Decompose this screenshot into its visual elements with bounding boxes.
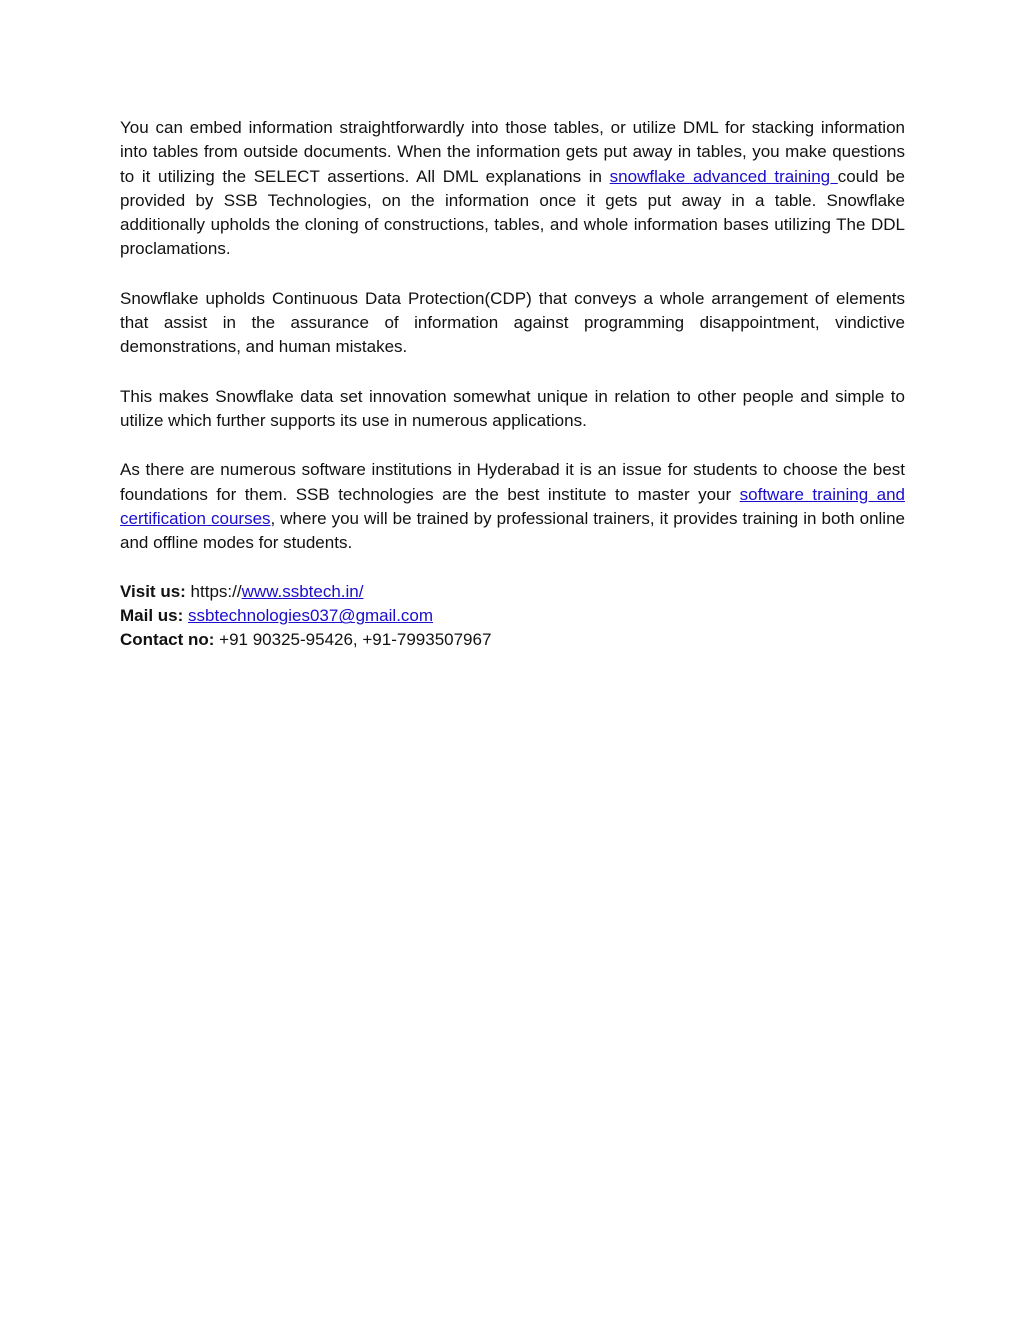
mail-line (120, 604, 905, 628)
paragraph-2: Snowflake upholds Continuous Data Protection(CDP) that conveys a whole arrangement of elements that assist in the assurance of information against programming disappointment, vindictive demonstrations, and human mistakes. (120, 288, 905, 357)
email-link[interactable]: ssbtechnologies037@gmail.com (188, 606, 434, 626)
contact-block (120, 580, 905, 652)
paragraph-1-text-end: could be provided by SSB Technologies, on the information once it gets put away in a table. Snowflake additionally upholds the cloning of constructions, tables, and whole information bases utilizing The DDL proclamations. (120, 166, 906, 259)
website-link[interactable]: www.ssbtech.in/ (241, 582, 364, 602)
snowflake-advanced-training-link[interactable]: snowflake advanced training (609, 166, 838, 186)
visit-line (120, 580, 905, 604)
mail-label: Mail us: (120, 606, 184, 626)
visit-prefix: https:// (185, 582, 242, 602)
paragraph-3: This makes Snowflake data set innovation somewhat unique in relation to other people and simple to utilize which further supports its use in numerous applications. (120, 386, 905, 430)
phone-line (120, 628, 905, 652)
phone-label: Contact no: (120, 630, 215, 650)
paragraph-1 (120, 116, 905, 262)
paragraph-4 (120, 458, 905, 555)
paragraph-1-text-start: You can embed information straightforwardly into those tables, or utilize DML for stacking information into tables from outside documents. When the information gets put away in tables, you make questions to it utilizing the SELECT assertions. All DML explanations in (120, 118, 905, 186)
document-page (120, 116, 905, 652)
software-training-courses-link[interactable]: software training and certification courses (120, 484, 905, 528)
paragraph-4-text-end: , where you will be trained by professional trainers, it provides training in both online and offline modes for students. (120, 508, 905, 553)
visit-label: Visit us: (120, 582, 186, 602)
phone-numbers: +91 90325-95426, +91-7993507967 (214, 630, 492, 650)
paragraph-4-text-start: As there are numerous software institutions in Hyderabad it is an issue for students to choose the best foundations for them. SSB technologies are the best institute to master your (120, 460, 905, 504)
